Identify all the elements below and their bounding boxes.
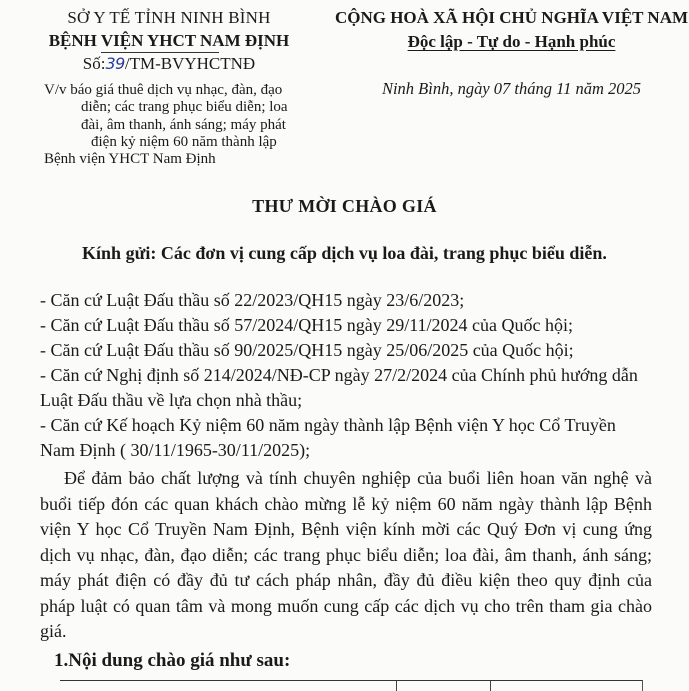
- document-number: [0, 54, 338, 74]
- subject-line: Bệnh viện YHCT Nam Định: [44, 151, 216, 168]
- quotation-table: [60, 680, 643, 691]
- subject-line: điện kỷ niệm 60 năm thành lập: [91, 133, 277, 150]
- hospital-name: BỆNH VIỆN YHCT NAM ĐỊNH: [48, 31, 290, 50]
- greeting: Kính gửi: Các đơn vị cung cấp dịch vụ loa đài, trang phục biểu diễn.: [82, 243, 607, 263]
- place-date: Ninh Bình, ngày 07 tháng 11 năm 2025: [381, 79, 642, 98]
- hospital-underline: [101, 52, 219, 53]
- legal-basis-item-continued: Luật Đấu thầu về lựa chọn nhà thầu;: [40, 390, 303, 410]
- invitation-paragraph: Để đảm bảo chất lượng và tính chuyên nghiệp của buổi liên hoan văn nghệ và buổi tiếp đón các quan khách chào mừng lễ kỷ niệm 60 năm ngày thành lập Bệnh viện Y học Cổ Truyền Nam Định, Bệnh viện kính mời các Quý Đơn vị cung ứng dịch vụ nhạc, đàn, đạo diễn; các trang phục biểu diễn; loa đài, âm thanh, ánh sáng; máy phát điện có đầy đủ tư cách pháp nhân, đầy đủ điều kiện theo quy định của pháp luật có quan tâm và mong muốn cung cấp các dịch vụ cho trên tham gia chào giá.: [40, 468, 652, 641]
- legal-basis-item-continued: Nam Định ( 30/11/1965-30/11/2025);: [40, 440, 311, 460]
- subject-line: diễn; các trang phục biểu diễn; loa: [81, 99, 288, 116]
- document-title: THƯ MỜI CHÀO GIÁ: [252, 196, 437, 216]
- document-subject: [44, 82, 334, 168]
- legal-basis-item: - Căn cứ Nghị định số 214/2024/NĐ-CP ngày 27/2/2024 của Chính phủ hướng dẫn: [40, 365, 638, 385]
- department-name: SỞ Y TẾ TỈNH NINH BÌNH: [67, 8, 271, 27]
- legal-basis-item: - Căn cứ Luật Đấu thầu số 57/2024/QH15 ngày 29/11/2024 của Quốc hội;: [40, 315, 573, 335]
- table-column-divider: [490, 681, 491, 691]
- legal-basis-item: - Căn cứ Kế hoạch Kỷ niệm 60 năm ngày thành lập Bệnh viện Y học Cổ Truyền: [40, 415, 616, 435]
- table-column-divider: [396, 681, 397, 691]
- motto-text: Độc lập - Tự do - Hạnh phúc: [407, 32, 616, 51]
- doc-number-handwritten: 39: [105, 54, 125, 73]
- doc-number-prefix: Số:: [82, 54, 106, 73]
- doc-number-suffix: /TM-BVYHCTNĐ: [124, 54, 256, 73]
- national-motto: [334, 32, 689, 52]
- subject-line: V/v báo giá thuê dịch vụ nhạc, đàn, đạo: [44, 82, 283, 98]
- subject-line: đài, âm thanh, ánh sáng; máy phát: [81, 116, 286, 133]
- legal-basis-item: - Căn cứ Luật Đấu thầu số 22/2023/QH15 ngày 23/6/2023;: [40, 290, 465, 310]
- national-title: CỘNG HOÀ XÃ HỘI CHỦ NGHĨA VIỆT NAM: [334, 8, 689, 27]
- legal-basis-item: - Căn cứ Luật Đấu thầu số 90/2025/QH15 ngày 25/06/2025 của Quốc hội;: [40, 340, 574, 360]
- section-heading: 1.Nội dung chào giá như sau:: [54, 650, 291, 671]
